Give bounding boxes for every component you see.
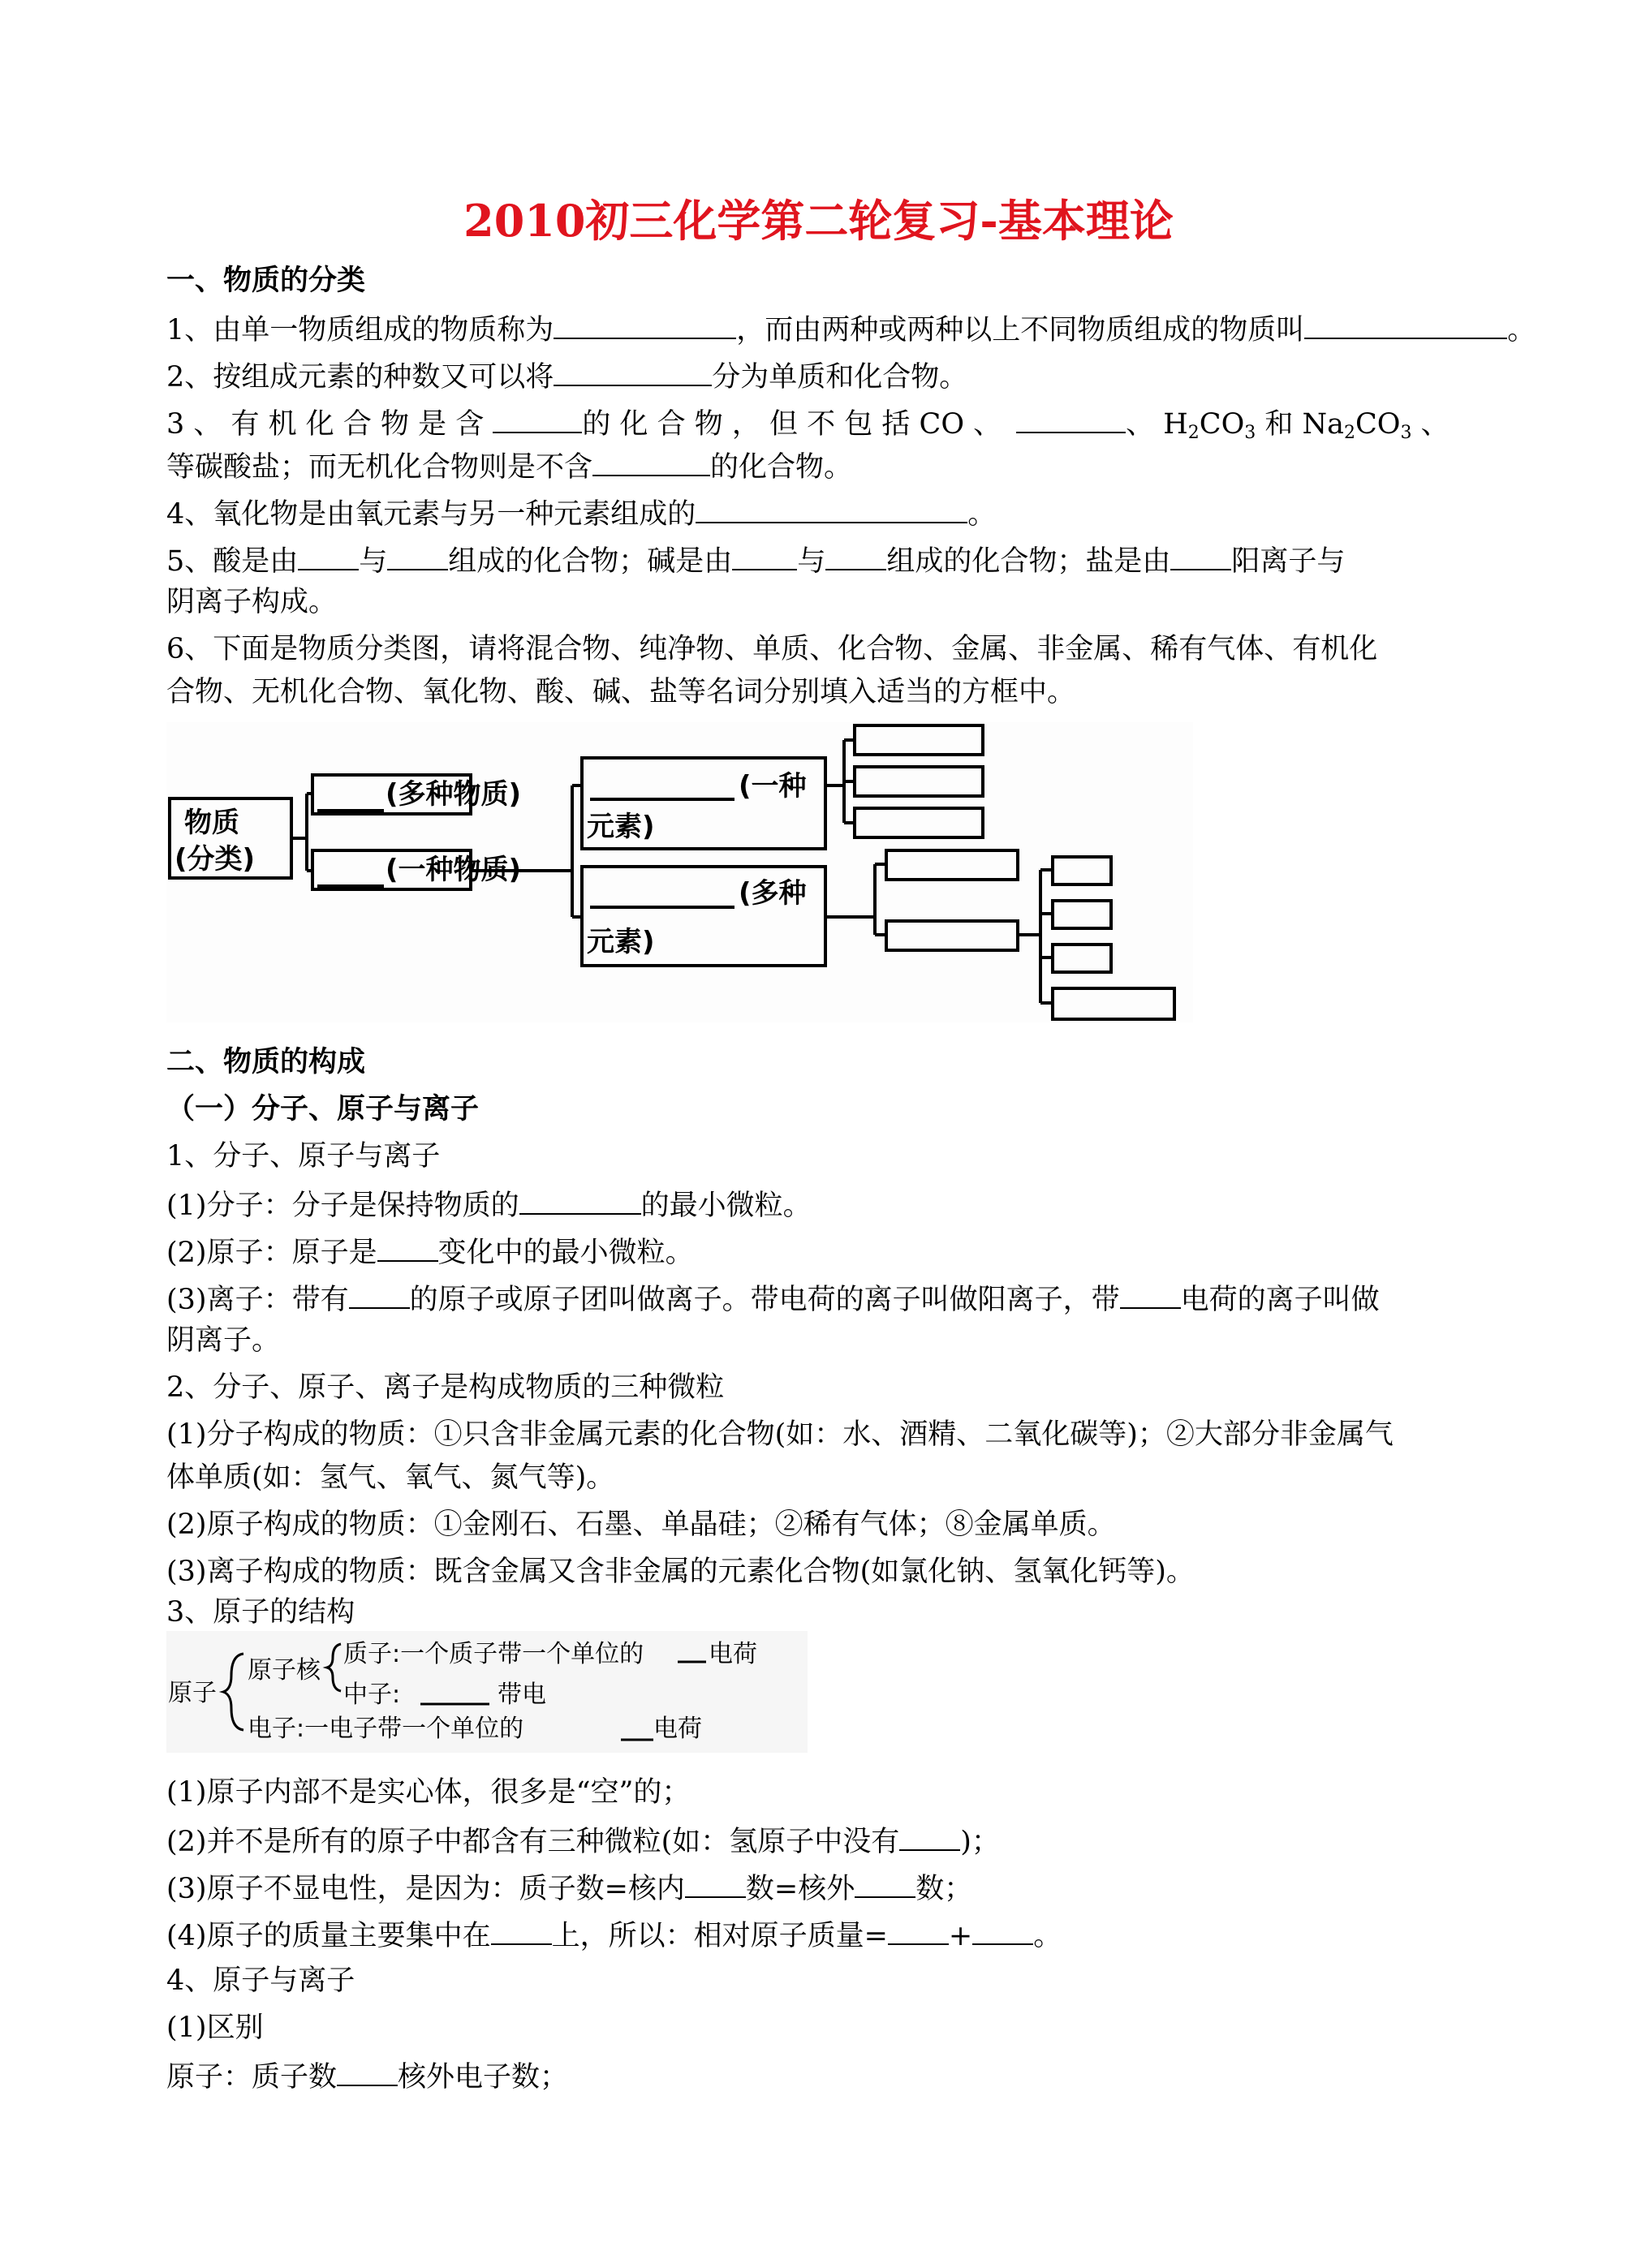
question-6-line-2: 合物、无机化合物、氧化物、酸、碱、盐等名词分别填入适当的方框中。 <box>166 676 1076 708</box>
blank[interactable] <box>554 357 712 386</box>
question-1: 1、由单一物质组成的物质称为 ，而由两种或两种以上不同物质组成的物质叫 。 <box>166 310 1536 348</box>
compound-label-b: 元素) <box>587 926 655 958</box>
blank[interactable] <box>349 1280 410 1309</box>
question-6-line-1: 6、下面是物质分类图，请将混合物、纯净物、单质、化合物、金属、非金属、稀有气体、有机化 <box>166 633 1378 665</box>
blank[interactable] <box>493 404 582 433</box>
atom-note-1: (1)原子内部不是实心体，很多是“空”的； <box>166 1776 691 1809</box>
atom-note-2: (2)并不是所有的原子中都含有三种微粒(如：氢原子中没有 )； <box>166 1822 1000 1860</box>
blank[interactable] <box>554 310 736 339</box>
atom-note-4: (4)原子的质量主要集中在 上，所以：相对原子质量= + 。 <box>166 1916 1062 1954</box>
proton-label: 质子:一个质子带一个单位的 <box>343 1640 644 1668</box>
electron-end-label: 电荷 <box>653 1715 702 1743</box>
blank[interactable] <box>298 541 359 570</box>
blank[interactable] <box>972 1916 1033 1945</box>
molecule-definition: (1)分子：分子是保持物质的 的最小微粒。 <box>166 1186 812 1224</box>
question-5: 5、酸是由 与 组成的化合物；碱是由 与 组成的化合物；盐是由 阳离子与 <box>166 541 1345 579</box>
paragraph-3: 3、原子的结构 <box>166 1596 355 1629</box>
ion-definition: (3)离子：带有 的原子或原子团叫做离子。带电荷的离子叫做阳离子，带 电荷的离子叫做 <box>166 1280 1380 1318</box>
blank[interactable] <box>592 447 710 476</box>
question-4: 4、氧化物是由氧元素与另一种元素组成的 。 <box>166 494 996 532</box>
question-3-line-2: 等碳酸盐；而无机化合物则是不含 的化合物。 <box>166 447 852 485</box>
blank[interactable] <box>1016 404 1126 433</box>
blank[interactable] <box>1170 541 1231 570</box>
atom-definition: (2)原子：原子是 变化中的最小微粒。 <box>166 1233 694 1271</box>
inorganic-compound-box[interactable] <box>886 921 1018 950</box>
blank[interactable] <box>696 494 967 523</box>
difference-heading: (1)区别 <box>166 2012 264 2044</box>
compound-label-a: (多种 <box>739 877 807 910</box>
noble-gas-box[interactable] <box>855 808 983 837</box>
element-label-a: (一种 <box>739 770 807 803</box>
metal-box[interactable] <box>855 725 983 755</box>
neutron-label: 中子: <box>343 1681 401 1709</box>
blank[interactable] <box>387 541 448 570</box>
blank[interactable] <box>732 541 797 570</box>
atom-structure-svg <box>166 1631 808 1753</box>
oxide-box[interactable] <box>1053 857 1111 884</box>
salt-box[interactable] <box>1053 988 1174 1019</box>
section-heading-classification: 一、物质的分类 <box>166 264 366 297</box>
molecular-substances-line-2: 体单质(如：氢气、氧气、氮气等)。 <box>166 1461 615 1494</box>
atomic-substances: (2)原子构成的物质：①金刚石、石墨、单晶硅；②稀有气体；⑧金属单质。 <box>166 1508 1116 1541</box>
blank[interactable] <box>1304 310 1507 339</box>
element-label-b: 元素) <box>587 811 655 843</box>
classification-diagram <box>166 722 1193 1022</box>
atom-difference: 原子：质子数 核外电子数； <box>166 2057 568 2095</box>
electron-label: 电子:一电子带一个单位的 <box>248 1715 524 1743</box>
blank[interactable] <box>855 1869 915 1898</box>
blank[interactable] <box>685 1869 746 1898</box>
blank[interactable] <box>825 541 886 570</box>
blank[interactable] <box>337 2057 398 2086</box>
subsection-heading: （一）分子、原子与离子 <box>166 1092 480 1125</box>
classification-diagram-svg <box>166 722 1193 1022</box>
atom-structure-diagram <box>166 1631 808 1753</box>
atom-label: 原子 <box>168 1679 217 1707</box>
root-label-2: (分类) <box>174 843 256 876</box>
paragraph-4: 4、原子与离子 <box>166 1965 355 1997</box>
blank[interactable] <box>1120 1280 1181 1309</box>
blank[interactable] <box>377 1233 438 1262</box>
blank[interactable] <box>899 1822 960 1851</box>
question-3: 3 、 有 机 化 合 物 是 含 的 化 合 物 ， 但 不 包 括 CO 、 、 $H_2CO_3$ 和 $Na_2CO_3$ 、 <box>166 404 1450 442</box>
ionic-substances: (3)离子构成的物质：既含金属又含非金属的元素化合物(如氯化钠、氢氧化钙等)。 <box>166 1556 1195 1588</box>
paragraph-2: 2、分子、原子、离子是构成物质的三种微粒 <box>166 1371 725 1404</box>
question-5-line-2: 阴离子构成。 <box>166 586 338 618</box>
nonmetal-box[interactable] <box>855 767 983 796</box>
ion-definition-line-2: 阴离子。 <box>166 1324 281 1357</box>
atom-note-3: (3)原子不显电性，是因为：质子数=核内 数=核外 数； <box>166 1869 972 1907</box>
question-2: 2、按组成元素的种数又可以将 分为单质和化合物。 <box>166 357 967 395</box>
mixture-label: (多种物质) <box>386 778 522 811</box>
acid-box[interactable] <box>1053 901 1111 928</box>
document-title: 2010初三化学第二轮复习-基本理论 <box>463 195 1174 247</box>
base-box[interactable] <box>1053 945 1111 972</box>
root-label-1: 物质 <box>184 807 239 839</box>
molecular-substances-line-1: (1)分子构成的物质：①只含非金属元素的化合物(如：水、酒精、二氧化碳等)；②大部分非金属气 <box>166 1418 1394 1451</box>
organic-compound-box[interactable] <box>886 850 1018 880</box>
blank[interactable] <box>491 1916 552 1945</box>
pure-label: (一种物质) <box>386 854 522 886</box>
neutron-end-label: 带电 <box>498 1681 546 1709</box>
section-heading-composition: 二、物质的构成 <box>166 1045 366 1078</box>
blank[interactable] <box>519 1186 641 1215</box>
blank[interactable] <box>888 1916 949 1945</box>
nucleus-label: 原子核 <box>248 1656 321 1685</box>
proton-end-label: 电荷 <box>709 1640 757 1668</box>
paragraph-1: 1、分子、原子与离子 <box>166 1140 441 1173</box>
